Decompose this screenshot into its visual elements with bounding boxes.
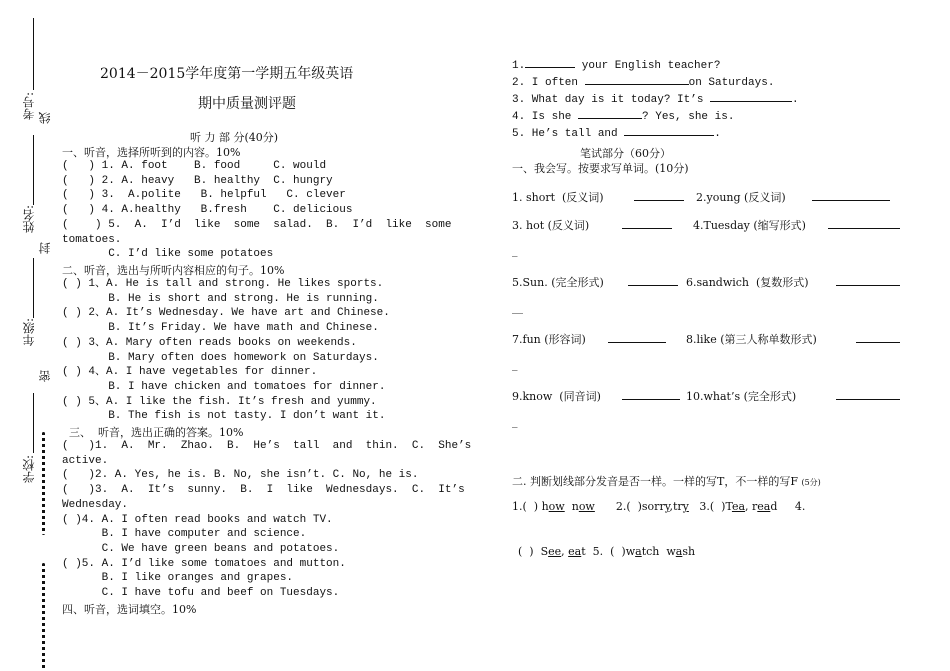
exam-no-label: 考号:	[22, 92, 36, 121]
grade-label: 年级:	[22, 318, 36, 347]
underlined-sound: ow	[548, 500, 565, 513]
wrap-dash: _	[512, 358, 518, 371]
word-part: , r	[745, 500, 758, 513]
list-item: C. I’d like some potatoes	[62, 248, 274, 261]
word-task-2: 2.young (反义词)	[696, 191, 786, 204]
answer-blank[interactable]	[622, 218, 672, 229]
word-task-9: 9.know (同音词)	[512, 390, 601, 403]
word-part: sh	[682, 545, 696, 558]
item-text: 2.( )sorr	[615, 500, 665, 513]
answer-blank[interactable]	[836, 275, 900, 286]
list-item: active.	[62, 454, 109, 467]
exam-subtitle: 期中质量测评题	[198, 96, 296, 112]
item-text: 3.( )T	[699, 500, 732, 513]
item-text: ( )	[518, 545, 534, 558]
item-text: 5. ( )w	[592, 545, 636, 558]
list-item: ( ) 4. A.healthy B.fresh C. delicious	[62, 204, 353, 217]
dotted-seal-line-1	[42, 432, 45, 535]
line-mark: 线	[38, 112, 52, 124]
answer-blank[interactable]	[624, 125, 714, 136]
list-item: Wednesday.	[62, 498, 129, 511]
list-item: B. The fish is not tasty. I don’t want it.	[62, 410, 386, 423]
list-item: ( )1. A. Mr. Zhao. B. He’s tall and thin. C. She’s	[62, 440, 472, 452]
underlined-sound: a	[635, 545, 642, 558]
underlined-sound: y	[682, 500, 689, 513]
underlined-sound: ea	[731, 500, 746, 513]
word-part: ,tr	[669, 500, 683, 513]
list-item: B. I have computer and science.	[62, 528, 307, 541]
answer-blank[interactable]	[628, 275, 678, 286]
section-score: (5分)	[801, 478, 821, 487]
list-item: C. We have green beans and potatoes.	[62, 542, 340, 555]
item-text: He’s tall and	[525, 128, 625, 140]
listening-s1-title: 一、听音，选择所听到的内容。10%	[62, 146, 241, 159]
item-number: 2.	[512, 77, 526, 89]
margin-line-top	[33, 18, 34, 90]
list-item: B. He is short and strong. He is running.	[62, 292, 379, 305]
written-heading: 笔试部分（60分）	[580, 147, 671, 160]
item-text: on Saturdays.	[688, 77, 775, 89]
list-item: ( )5. A. I’d like some tomatoes and mutton.	[62, 557, 346, 570]
margin-line-2	[33, 135, 34, 205]
list-item: ( )3. A. It’s sunny. B. I like Wednesdays. C. It’s	[62, 484, 465, 497]
word-task-4: 4.Tuesday (缩写形式)	[693, 219, 806, 232]
answer-blank[interactable]	[634, 190, 684, 201]
list-item: ( ) 1. A. foot B. food C. would	[62, 160, 327, 172]
fill-blank-list	[512, 57, 799, 142]
pronunciation-row-2	[518, 545, 695, 558]
item-text: I often	[525, 77, 585, 89]
list-item: ( )4. A. I often read books and watch TV.	[62, 513, 333, 526]
item-number: 4.	[512, 111, 526, 123]
list-item: tomatoes.	[62, 233, 122, 246]
item-text: your English teacher?	[575, 60, 721, 72]
underlined-sound: y	[664, 500, 670, 513]
word-task-3: 3. hot (反义词)	[512, 219, 590, 232]
item-number: 4.	[794, 500, 806, 513]
list-item: ( ) 4、A. I have vegetables for dinner.	[62, 366, 318, 379]
fill-item-2	[512, 74, 799, 91]
list-item: ( ) 2、A. It’s Wednesday. We have art and Chinese.	[62, 307, 390, 320]
list-item: ( ) 3. A.polite B. helpful C. clever	[62, 189, 346, 202]
word-part: tch w	[641, 545, 676, 558]
word-task-8: 8.like (第三人称单数形式)	[686, 333, 817, 346]
list-item: B. I like oranges and grapes.	[62, 572, 294, 585]
item-text: Is she	[525, 111, 579, 123]
item-number: 5.	[512, 128, 526, 140]
seal-mark: 封	[38, 242, 52, 254]
list-item: B. It’s Friday. We have math and Chinese.	[62, 322, 379, 335]
answer-blank[interactable]	[608, 332, 666, 343]
margin-line-3	[33, 258, 34, 318]
underlined-sound: ea	[757, 500, 771, 513]
secret-mark: 密	[38, 370, 52, 382]
item-number: 1.	[512, 60, 526, 72]
list-item: B. Mary often does homework on Saturdays.	[62, 351, 379, 364]
fill-item-3	[512, 91, 799, 108]
word-part: n	[571, 500, 579, 513]
written-s2-title	[512, 473, 821, 489]
name-label: 姓名:	[22, 205, 36, 234]
dotted-seal-line-2	[42, 563, 45, 671]
item-text: .	[714, 128, 721, 140]
answer-blank[interactable]	[836, 389, 900, 400]
answer-blank[interactable]	[525, 57, 575, 68]
list-item: ( ) 2. A. heavy B. healthy C. hungry	[62, 174, 333, 187]
answer-blank[interactable]	[578, 108, 642, 119]
section-title: 二. 判断划线部分发音是否一样。一样的写T，不一样的写F	[512, 475, 798, 488]
list-item: B. I have chicken and tomatoes for dinner.	[62, 380, 386, 393]
answer-blank[interactable]	[812, 190, 890, 201]
item-number: 1.( )	[512, 500, 539, 513]
pronunciation-row-1	[512, 500, 805, 513]
answer-blank[interactable]	[622, 389, 680, 400]
fill-item-4	[512, 108, 799, 125]
margin-line-4	[33, 393, 34, 453]
word-task-1: 1. short (反义词)	[512, 191, 604, 204]
list-item: ( ) 3、A. Mary often reads books on weekends.	[62, 336, 357, 349]
underlined-sound: a	[675, 545, 683, 558]
word-part: S	[540, 545, 549, 558]
answer-blank[interactable]	[585, 74, 689, 85]
word-task-6: 6.sandwich (复数形式)	[686, 276, 809, 289]
word-task-7: 7.fun (形容词)	[512, 333, 586, 346]
fill-item-1	[512, 57, 799, 74]
list-item: ( ) 5. A. I’d like some salad. B. I’d like some	[62, 218, 452, 231]
listening-s4-title: 四、听音，选词填空。10%	[62, 603, 197, 616]
word-part: ,	[561, 545, 569, 558]
list-item: ( ) 5、A. I like the fish. It’s fresh and yummy.	[62, 395, 377, 408]
list-item: ( )2. A. Yes, he is. B. No, she isn’t. C. No, he is.	[62, 469, 419, 482]
list-item: C. I have tofu and beef on Tuesdays.	[62, 587, 340, 600]
answer-blank[interactable]	[710, 91, 792, 102]
school-label: 学校:	[22, 455, 36, 484]
exam-title: 2014－2015学年度第一学期五年级英语	[100, 66, 354, 82]
item-text: What day is it today? It’s	[525, 94, 711, 106]
fill-item-5	[512, 125, 799, 142]
written-s1-title: 一、我会写。按要求写单词。(10分)	[512, 162, 689, 175]
wrap-dash: _	[512, 244, 518, 257]
underlined-sound: ow	[578, 500, 595, 513]
listening-s1-list	[62, 159, 451, 262]
item-number: 3.	[512, 94, 526, 106]
answer-blank[interactable]	[856, 332, 900, 343]
wrap-dash: _	[512, 415, 518, 428]
answer-blank[interactable]	[828, 218, 900, 229]
word-task-5: 5.Sun. (完全形式)	[512, 276, 604, 289]
underlined-sound: ea	[568, 545, 582, 558]
listening-s2-title: 二、听音，选出与所听内容相应的句子。10%	[62, 264, 285, 277]
word-part: t	[581, 545, 586, 558]
word-part: h	[541, 500, 549, 513]
wrap-dash: __	[512, 301, 523, 314]
underlined-sound: ee	[548, 545, 562, 558]
listening-heading: 听 力 部 分(40分)	[190, 131, 279, 144]
listening-s2-list	[62, 277, 390, 424]
item-text: ? Yes, she is.	[642, 111, 735, 123]
listening-s3-list	[62, 439, 471, 601]
listening-s3-title: 三、 听音，选出正确的答案。10%	[62, 426, 244, 439]
word-part: d	[770, 500, 778, 513]
list-item: ( ) 1、A. He is tall and strong. He likes sports.	[62, 278, 384, 290]
item-text: .	[792, 94, 799, 106]
word-task-10: 10.what’s (完全形式)	[686, 390, 797, 403]
